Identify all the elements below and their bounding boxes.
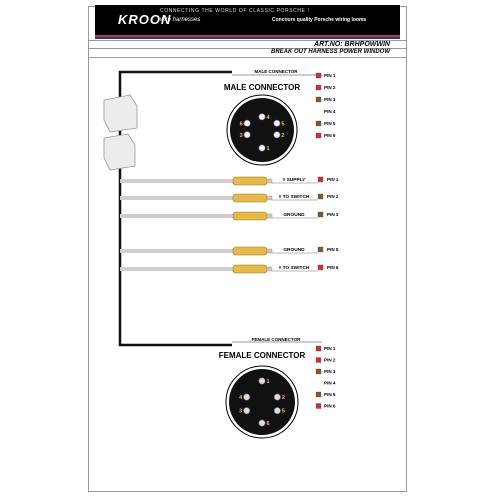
breakout-pin-label: PIN 1 (327, 177, 339, 182)
male-connector-tag: MALE CONNECTOR (254, 69, 298, 74)
breakout-plug-tip (267, 249, 272, 253)
connector-housing-upper (104, 95, 137, 132)
breakout-plug-tip (267, 214, 272, 218)
connector-housing-lower (104, 134, 135, 170)
male-pin-number: 2 (281, 132, 285, 139)
male-pin-label: PIN 3 (324, 97, 336, 102)
female-pin-number: 2 (281, 395, 285, 402)
breakout-plug (233, 247, 267, 255)
breakout-plug (233, 194, 267, 202)
female-pin-contact (243, 394, 249, 400)
male-pin-swatch (316, 97, 321, 102)
female-pin-contact (274, 394, 280, 400)
female-pin-label: PIN 3 (324, 369, 336, 374)
female-pin-label: PIN 4 (324, 380, 336, 386)
header-subtitle: Concours quality Porsche wiring looms (272, 17, 367, 23)
male-pin-label: PIN 6 (324, 133, 336, 138)
male-pin-swatch (316, 73, 321, 78)
diagram-title: BREAK OUT HARNESS POWER WINDOW (271, 49, 390, 55)
male-pin-label: PIN 4 (324, 109, 336, 114)
brand-logo: KROON (118, 12, 172, 27)
male-pin-swatch (316, 121, 321, 126)
article-number: ART.NO: BRHPOWWIN (314, 41, 390, 48)
male-pin-contact (259, 145, 265, 151)
female-pin-label: PIN 1 (324, 346, 336, 351)
male-pin-label: PIN 2 (324, 85, 336, 90)
breakout-pin-label: PIN 3 (327, 212, 339, 217)
female-pin-swatch (316, 346, 321, 351)
female-pin-number: 5 (281, 408, 285, 415)
male-connector-heading: MALE CONNECTOR (223, 83, 301, 92)
female-pin-number: 4 (239, 395, 243, 402)
male-pin-contact (274, 132, 280, 138)
male-pin-contact (259, 114, 265, 120)
male-pin-label: PIN 1 (324, 73, 336, 78)
female-pin-swatch (316, 392, 321, 397)
male-pin-number: 6 (239, 121, 243, 128)
female-pin-contact (259, 420, 265, 426)
header-tagline: CONNECTING THE WORLD OF CLASSIC PORSCHE ! (160, 8, 310, 14)
male-pin-contact (274, 120, 280, 126)
breakout-plug-tip (267, 267, 272, 271)
male-pin-contact (244, 132, 250, 138)
male-pin-number: 3 (239, 132, 243, 139)
female-pin-swatch (316, 358, 321, 363)
female-pin-number: 3 (239, 408, 243, 415)
breakout-plug-tip (267, 179, 272, 183)
male-pin-number: 1 (266, 146, 270, 152)
female-pin-number: 1 (266, 378, 270, 385)
female-pin-contact (274, 407, 280, 413)
breakout-function-label: # TO SWITCH (278, 266, 310, 271)
breakout-pin-label: PIN 6 (327, 265, 339, 270)
male-pin-swatch (316, 133, 321, 138)
female-pin-label: PIN 5 (324, 392, 336, 397)
breakout-pin-swatch (318, 177, 323, 182)
breakout-pin-label: PIN 5 (327, 247, 339, 252)
breakout-function-label: GROUND (283, 213, 305, 218)
breakout-pin-swatch (318, 194, 323, 199)
female-pin-swatch (316, 404, 321, 409)
female-pin-contact (259, 378, 265, 384)
breakout-function-label: GROUND (283, 248, 305, 253)
female-pin-label: PIN 6 (324, 403, 336, 409)
female-pin-swatch (316, 369, 321, 374)
breakout-pin-swatch (318, 212, 323, 217)
breakout-pin-swatch (318, 247, 323, 252)
male-pin-number: 4 (266, 114, 270, 121)
breakout-plug-tip (267, 196, 272, 200)
breakout-function-label: # SUPPLY (282, 178, 306, 183)
female-pin-label: PIN 2 (324, 357, 336, 363)
male-pin-contact (244, 120, 250, 126)
breakout-plug (233, 265, 267, 273)
breakout-pin-swatch (318, 265, 323, 270)
female-connector-tag: FEMALE CONNECTOR (251, 337, 301, 342)
breakout-plug (233, 212, 267, 220)
male-pin-number: 5 (281, 121, 285, 128)
female-connector-heading: FEMALE CONNECTOR (218, 351, 306, 360)
male-pin-label: PIN 5 (324, 121, 336, 126)
male-connector-face (230, 98, 294, 162)
breakout-plug (233, 177, 267, 185)
brand-logo-subtitle: wire harnesses (160, 17, 201, 23)
breakout-pin-label: PIN 2 (327, 194, 339, 199)
male-pin-swatch (316, 85, 321, 90)
female-pin-contact (243, 407, 249, 413)
breakout-function-label: # TO SWITCH (278, 195, 310, 200)
female-pin-number: 6 (266, 421, 270, 428)
